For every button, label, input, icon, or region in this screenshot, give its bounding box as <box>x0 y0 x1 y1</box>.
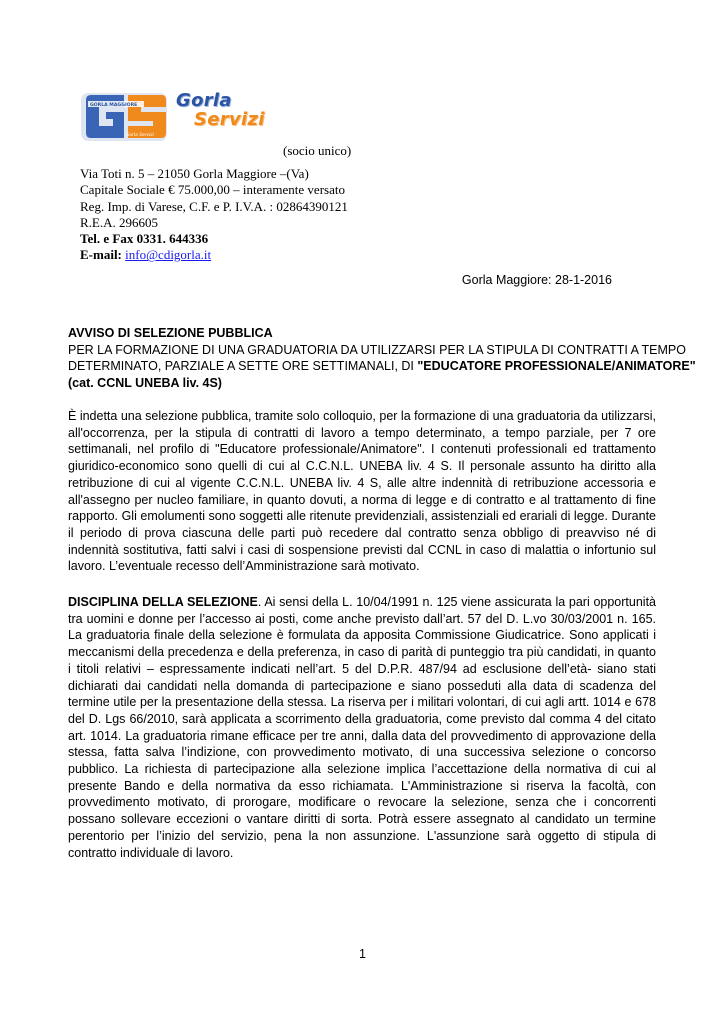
document-date: Gorla Maggiore: 28-1-2016 <box>461 273 612 287</box>
logo-word-servizi: Servizi <box>194 109 265 130</box>
notice-role-name: "EDUCATORE PROFESSIONALE/ANIMATORE" <box>417 359 696 374</box>
logo-mark-text-top: GORLA MAGGIORE <box>90 103 138 108</box>
paragraph-discipline <box>68 594 656 861</box>
notice-heading <box>68 325 696 392</box>
email-link[interactable]: info@cdigorla.it <box>125 247 212 263</box>
logo-mark-text-bottom: Gorla Servizi <box>126 133 154 138</box>
section-heading-discipline: DISCIPLINA DELLA SELEZIONE <box>68 595 258 609</box>
address-line: Capitale Sociale € 75.000,00 – interamente versato <box>80 182 345 198</box>
address-line: R.E.A. 296605 <box>80 214 158 230</box>
paragraph-introduction: È indetta una selezione pubblica, tramite solo colloquio, per la formazione di una graduatoria da utilizzarsi, all'occorrenza, per la stipula di contratti di lavoro a tempo determinato, a tempo parziale, per 7 ore settimanali, nel profilo di "Educatore professionale/Animatore". I contenuti professionali ed trattamento giuridico-economico sono quelli di cui al C.C.N.L. UNEBA liv. 4 S. Il personale assunto ha diritto alla retribuzione di cui al vigente C.C.N.L. UNEBA liv. 4 S, alle altre indennità di retribuzione accessoria e all'assegno per nucleo familiare, in quanto dovuti, a norma di legge e di contratto e al trattamento di fine rapporto. Gli emolumenti sono soggetti alle ritenute previdenziali, assistenziali ed erariali di legge. Durante il periodo di prova ciascuna delle parti può recedere dal contratto senza obbligo di preavviso né di indennità sostitutiva, fatti salvi i casi di sospensione previsti dal CCNL in caso di malattia o infortunio sul lavoro. L’eventuale recesso dell’Amministrazione sarà motivato. <box>68 409 656 574</box>
paragraph-discipline-text: . Ai sensi della L. 10/04/1991 n. 125 viene assicurata la pari opportunità tra uomini e donne per l’accesso ai posti, come anche previsto dall’art. 57 del D. L.vo 30/03/2001 n. 165. La graduatoria finale della selezione è formulata da apposita Commissione Giudicatrice. Sono applicati i meccanismi della precedenza e della preferenza, in caso di parità di punteggio tra più candidati, in quanto i titoli relativi – espressamente indicati nell’art. 5 del D.P.R. 487/94 ad esclusione dell’età- siano stati dichiarati dai candidati nella domanda di partecipazione e siano posseduti alla data di scadenza del termine utile per la presentazione della stessa. La riserva per i militari volontari, di cui agli artt. 1014 e 678 del D. Lgs 66/2010, sarà applicata a scorrimento della graduatoria, come previsto dal comma 4 del citato art. 1014. La graduatoria rimane efficace per tre anni, dalla data del provvedimento di approvazione della stessa, fatta salva l’indizione, con provvedimento motivato, di una successiva selezione o concorso pubblico. La richiesta di partecipazione alla selezione implica l’accettazione della normativa di cui al presente Bando e della normativa da esso richiamata. L'Amministrazione si riserva la facoltà, con provvedimento motivato, di prorogare, modificare o revocare la selezione, senza che i concorrenti possano sollevare eccezioni o vantare diritti di sorta. Potrà essere assegnato al candidato un termine perentorio per l’inizio del servizio, pena la non assunzione. L'assunzione sarà oggetto di stipula di contratto individuale di lavoro. <box>68 595 656 860</box>
logo-word-gorla: Gorla <box>176 90 232 111</box>
company-address-block <box>80 166 348 264</box>
logo-wordmark <box>176 92 265 129</box>
page-number: 1 <box>359 947 366 961</box>
notice-category: (cat. CCNL UNEBA liv. 4S) <box>68 376 222 391</box>
company-logo <box>80 90 275 148</box>
email-label: E-mail: <box>80 247 122 263</box>
email-line <box>80 247 348 263</box>
socio-unico-label: (socio unico) <box>283 143 352 158</box>
address-line: Reg. Imp. di Varese, C.F. e P. I.V.A. : 02864390121 <box>80 198 348 214</box>
phone-fax-line: Tel. e Fax 0331. 644336 <box>80 231 209 247</box>
notice-title: AVVISO DI SELEZIONE PUBBLICA <box>68 326 273 340</box>
notice-subtitle-prefix: DETERMINATO, PARZIALE A SETTE ORE SETTIMANALI, DI <box>68 359 418 374</box>
notice-subtitle-line: PER LA FORMAZIONE DI UNA GRADUATORIA DA UTILIZZARSI PER LA STIPULA DI CONTRATTI A TEMPO <box>68 342 686 357</box>
gs-logo-icon <box>80 90 170 142</box>
notice-subtitle-line <box>68 358 696 375</box>
address-line: Via Toti n. 5 – 21050 Gorla Maggiore –(Va) <box>80 166 309 181</box>
